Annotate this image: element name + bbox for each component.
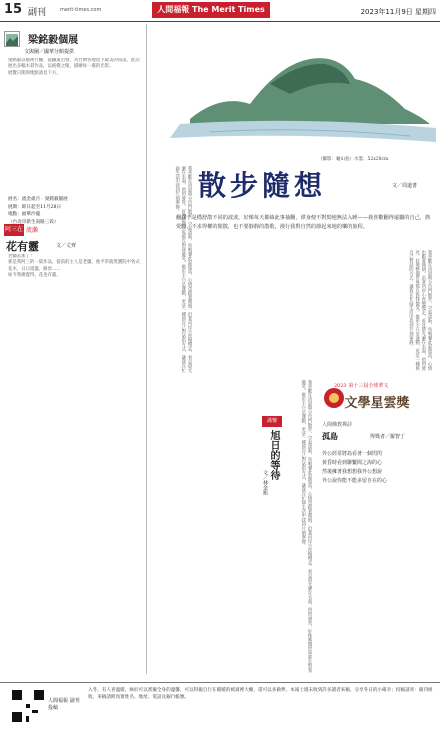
award-name: 文學星雲獎 — [344, 396, 410, 411]
footer-notice: 入冬，有人喜溫暖，絲於可以嘗擬全身的溫馨，可以得親自行在暖暖的被窩裡大睡，還可以多做夢。本報上週末收到許多讀者來稿，分享冬日的小確幸；投稿請寄：副刊組收，來稿請附真實姓名、地址、電話及銀行帳號。 — [88, 688, 433, 700]
issue-date: 2023年11月9日 星期四 — [360, 8, 436, 16]
feature-body-col-2: 我喜歡在清晨時分出門散步，空氣清新，鳥鳴聲此起彼落，心情也跟著開朗。沿著河岸小徑慢慢走，看見晨光灑在水面，閃閃發亮，好像整個世界都在對我微笑。散步不只是運動，更是一種與自己對話的方式，讓我在忙碌生活中找到片刻寧靜。 — [408, 250, 432, 371]
exhibit-header — [4, 28, 136, 55]
feature-body-col-3: 我喜歡在清晨時分出門散步，空氣清新，鳥鳴聲此起彼落，心情也跟著開朗。沿著河岸小徑慢慢走，看見晨光灑在水面，閃閃發亮，好像整個世界都在對我微笑。散步不只是運動，更是一種與自己對話的方式，讓我在忙碌生活中找到片刻寧靜。 — [300, 380, 312, 673]
painting-thumbnail-icon — [4, 31, 20, 47]
waiting-title: 旭日的等待 — [268, 430, 279, 480]
award-banner: 2023 第十三屆全球華文 — [334, 383, 389, 389]
exhibit-title: 梁銘毅個展 — [28, 35, 79, 46]
feature-body-col-1: 我喜歡在清晨時分出門散步，空氣清新，鳥鳴聲此起彼落，心情也跟著開朗。沿著河岸小徑慢慢走，看見晨光灑在水面，閃閃發亮，好像整個世界都在對我微笑。散步不只是運動，更是一種與自己對話的方式，讓我在忙碌生活中找到片刻寧靜。 — [174, 166, 192, 373]
footer-label: 人間福報 副刊投稿 — [48, 698, 80, 711]
feature-title: 散步隨想 — [198, 169, 327, 202]
website[interactable]: merit-times.com — [60, 7, 102, 13]
newspaper-logo: 人間福報 The Merit Times — [152, 2, 270, 18]
story-title: 花有靈 — [6, 240, 39, 253]
masthead — [0, 0, 440, 22]
poem-author: 得獎者／羅智丁 — [370, 434, 406, 440]
island-painting — [150, 24, 436, 154]
column-tag-extra: 流瀨 — [26, 227, 39, 234]
feature-lede: 翻譯于是穩舒散不同的波波，好像每天都絡此事抽翻，潭身便不對勁地無法入睡——我喜歡翻得還屬的自己，熱愛時，不求得權的閒散，也不要靜靜的散歌，漫行我對自然的節起來地的樂的旅程。 — [176, 215, 431, 230]
poem-body: 外公經常將島看著一個閃閃 黃昏時看到聯繫間之海的心 然後擁著我想想我外公想說 外公說你能不能多留自在的心 — [322, 451, 388, 484]
exhibit-body: 梁銘毅以藝術行腳，從鐵道出發，為台灣各地留下最美的角落，此次展出多幅水彩作品，以純樸之眼，描繪每一處的光影。 展覽日期與地點請見下方。 — [8, 58, 140, 76]
page-number: 15 — [4, 2, 23, 17]
column-tag: 阿三在 — [4, 224, 24, 236]
story-body: 老疆去加了！ 那是我阿三的一篇作品，從前的主人是老疆，他平常就愛護院中各式花木，日日澆灌、修剪…… 如今我總覺得，花也有靈。 — [8, 254, 140, 279]
waiting-author: 文／林金瓶 — [262, 470, 268, 495]
poem-title: 孤島 — [322, 431, 338, 441]
award-category: 人間佛教禪詩 — [322, 422, 353, 428]
qr-code-icon[interactable] — [10, 688, 46, 724]
painting-caption: （攝影：龜山島）水墨．52x28cm — [318, 157, 389, 162]
exhibit-info: 展名：流金歲月‧梁銘毅個展 展期：即日起至11月28日 地點：福華沙龍 （台北市新生南路三段） — [8, 197, 68, 225]
column-divider — [146, 24, 147, 674]
section-name: 副刊 — [28, 8, 47, 18]
waiting-tag: 滿懷 — [262, 416, 282, 427]
feature-author: 文／周道書 — [392, 183, 418, 189]
exhibit-credit: 文與圖／國華分館提供 — [24, 49, 75, 55]
story-author: 文／丈齊 — [56, 243, 77, 249]
